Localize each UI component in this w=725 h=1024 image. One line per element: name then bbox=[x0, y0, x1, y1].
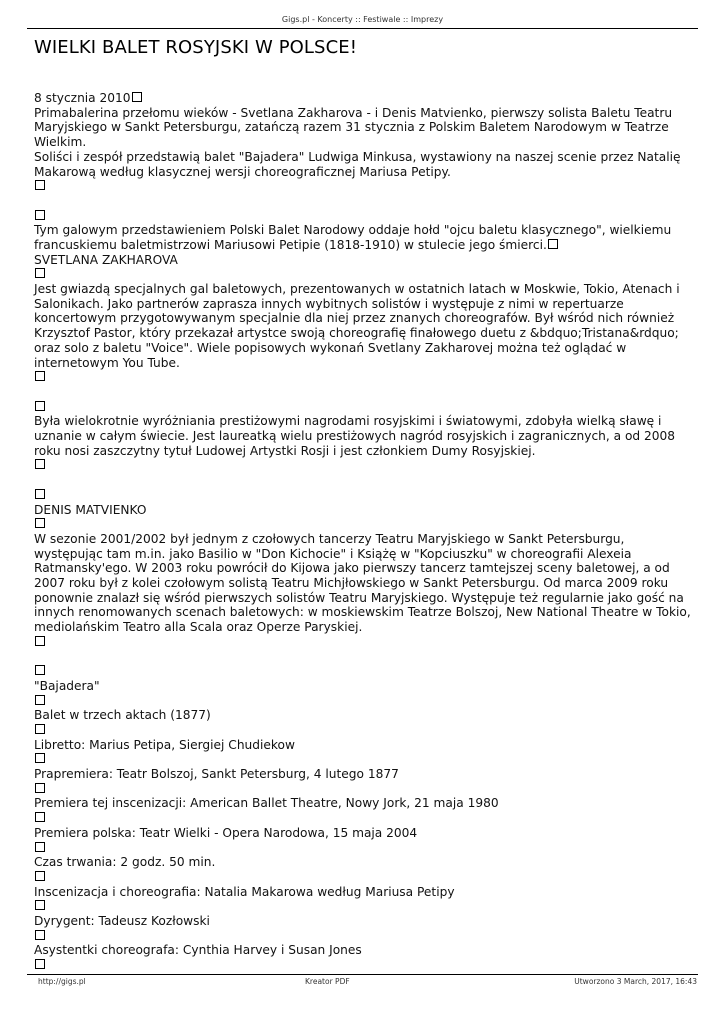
missing-glyph-icon bbox=[132, 92, 142, 102]
bajadera-line: Premiera polska: Teatr Wielki - Opera Narodowa, 15 maja 2004 bbox=[34, 825, 418, 840]
article-title: WIELKI BALET ROSYJSKI W POLSCE! bbox=[34, 37, 358, 58]
gala-paragraph: Tym galowym przedstawieniem Polski Balet Narodowy oddaje hołd "ojcu baletu klasycznego", wielkiemu francuskiemu baletmistrzowi Mariusowi Petipie (1818-1910) w stulecie jego śmierci. bbox=[34, 223, 672, 252]
missing-glyph-icon bbox=[548, 239, 558, 249]
footer-rule bbox=[27, 974, 698, 975]
missing-glyph-icon bbox=[35, 518, 45, 528]
zakharova-paragraph-2: Była wielokrotnie wyróżniania prestiżowymi nagrodami rosyjskimi i światowymi, zdobyła wielką sławę i uznanie w całym świecie. Jest laureatką wielu prestiżowych nagród rosyjskich i zagranicznych, a od 2008 roku nosi zaszczytny tytuł Ludowej Artystki Rosji i jest członkiem Dumy Rosyjskiej. bbox=[34, 414, 676, 458]
intro-paragraph-2: Soliści i zespół przedstawią balet "Bajadera" Ludwiga Minkusa, wystawiony na naszej scenie przez Natalię Makarową według klasycznej wersji choreograficznej Mariusa Petipy. bbox=[34, 149, 681, 179]
missing-glyph-icon bbox=[35, 900, 45, 910]
missing-glyph-icon bbox=[35, 371, 45, 381]
missing-glyph-icon bbox=[35, 724, 45, 734]
article-date: 8 stycznia 2010 bbox=[34, 91, 694, 106]
bajadera-line: Premiera tej inscenizacji: American Ballet Theatre, Nowy Jork, 21 maja 1980 bbox=[34, 796, 499, 811]
bajadera-line: Dyrygent: Tadeusz Kozłowski bbox=[34, 914, 210, 929]
bajadera-line: Libretto: Marius Petipa, Siergiej Chudiekow bbox=[34, 737, 295, 752]
missing-glyph-icon bbox=[35, 783, 45, 793]
missing-glyph-icon bbox=[35, 665, 45, 675]
article-body bbox=[34, 91, 694, 973]
bajadera-line: Asystentki choreografa: Cynthia Harvey i Susan Jones bbox=[34, 943, 362, 958]
bajadera-line: Czas trwania: 2 godz. 50 min. bbox=[34, 855, 216, 870]
missing-glyph-icon bbox=[35, 268, 45, 278]
matvienko-heading: DENIS MATVIENKO bbox=[34, 502, 147, 517]
zakharova-paragraph: Jest gwiazdą specjalnych gal baletowych, prezentowanych w ostatnich latach w Moskwie, Tokio, Atenach i Salonikach. Jako partnerów zaprasza innych wybitnych solistów i występuje z nimi w repertuarze koncertowym przygotowywanym specjalnie dla niej przez znanych choreografów. Był wśród nich również Krzysztof Pastor, który przekazał artystce swoją choreografię finałowego duetu z &bdquo;Tristana&rdquo; oraz solo z baletu "Voice". Wiele popisowych wykonań Svetlany Zakharovej można też oglądać w internetowym You Tube. bbox=[34, 282, 680, 370]
missing-glyph-icon bbox=[35, 459, 45, 469]
missing-glyph-icon bbox=[35, 695, 45, 705]
intro-paragraph: Primabalerina przełomu wieków - Svetlana Zakharova - i Denis Matvienko, pierwszy solista Baletu Teatru Maryjskiego w Sankt Petersburgu, zatańczą razem 31 stycznia z Polskim Baletem Narodowym w Teatrze Wielkim. bbox=[34, 105, 673, 150]
page-header: Gigs.pl - Koncerty :: Festiwale :: Imprezy bbox=[281, 15, 444, 24]
matvienko-paragraph: W sezonie 2001/2002 był jednym z czołowych tancerzy Teatru Maryjskiego w Sankt Petersburgu, występując tam m.in. jako Basilio w "Don Kichocie" i Książę w "Kopciuszku" w choreografii Alexeia Ratmansky'ego. W 2003 roku powrócił do Kijowa jako pierwszy tancerz tamtejszej sceny baletowej, a od 2007 roku był z kolei czołowym solistą Teatru Michjłowskiego w Sankt Petersburgu. Od marca 2009 roku ponownie znalazł się wśród pierwszych solistów Teatru Maryjskiego. Występuje też regularnie jako gość na innych renomowanych scenach baletowych: w moskiewskim Teatrze Bolszoj, New National Theatre w Tokio, mediolańskim Teatro alla Scala oraz Operze Paryskiej. bbox=[34, 531, 691, 635]
bajadera-line: Balet w trzech aktach (1877) bbox=[34, 708, 211, 723]
bajadera-line: Inscenizacja i choreografia: Natalia Makarowa według Mariusa Petipy bbox=[34, 884, 455, 899]
footer-url: http://gigs.pl bbox=[38, 977, 86, 986]
missing-glyph-icon bbox=[35, 812, 45, 822]
missing-glyph-icon bbox=[35, 636, 45, 646]
footer-generator: Kreator PDF bbox=[305, 977, 350, 986]
header-rule bbox=[27, 28, 698, 29]
bajadera-line: Prapremiera: Teatr Bolszoj, Sankt Petersburg, 4 lutego 1877 bbox=[34, 767, 399, 782]
missing-glyph-icon bbox=[35, 180, 45, 190]
missing-glyph-icon bbox=[35, 842, 45, 852]
missing-glyph-icon bbox=[35, 489, 45, 499]
zakharova-heading: SVETLANA ZAKHAROVA bbox=[34, 252, 178, 267]
bajadera-line: "Bajadera" bbox=[34, 678, 100, 693]
missing-glyph-icon bbox=[35, 871, 45, 881]
missing-glyph-icon bbox=[35, 210, 45, 220]
missing-glyph-icon bbox=[35, 930, 45, 940]
missing-glyph-icon bbox=[35, 959, 45, 969]
missing-glyph-icon bbox=[35, 401, 45, 411]
footer-created: Utworzono 3 March, 2017, 16:43 bbox=[574, 977, 697, 986]
missing-glyph-icon bbox=[35, 753, 45, 763]
